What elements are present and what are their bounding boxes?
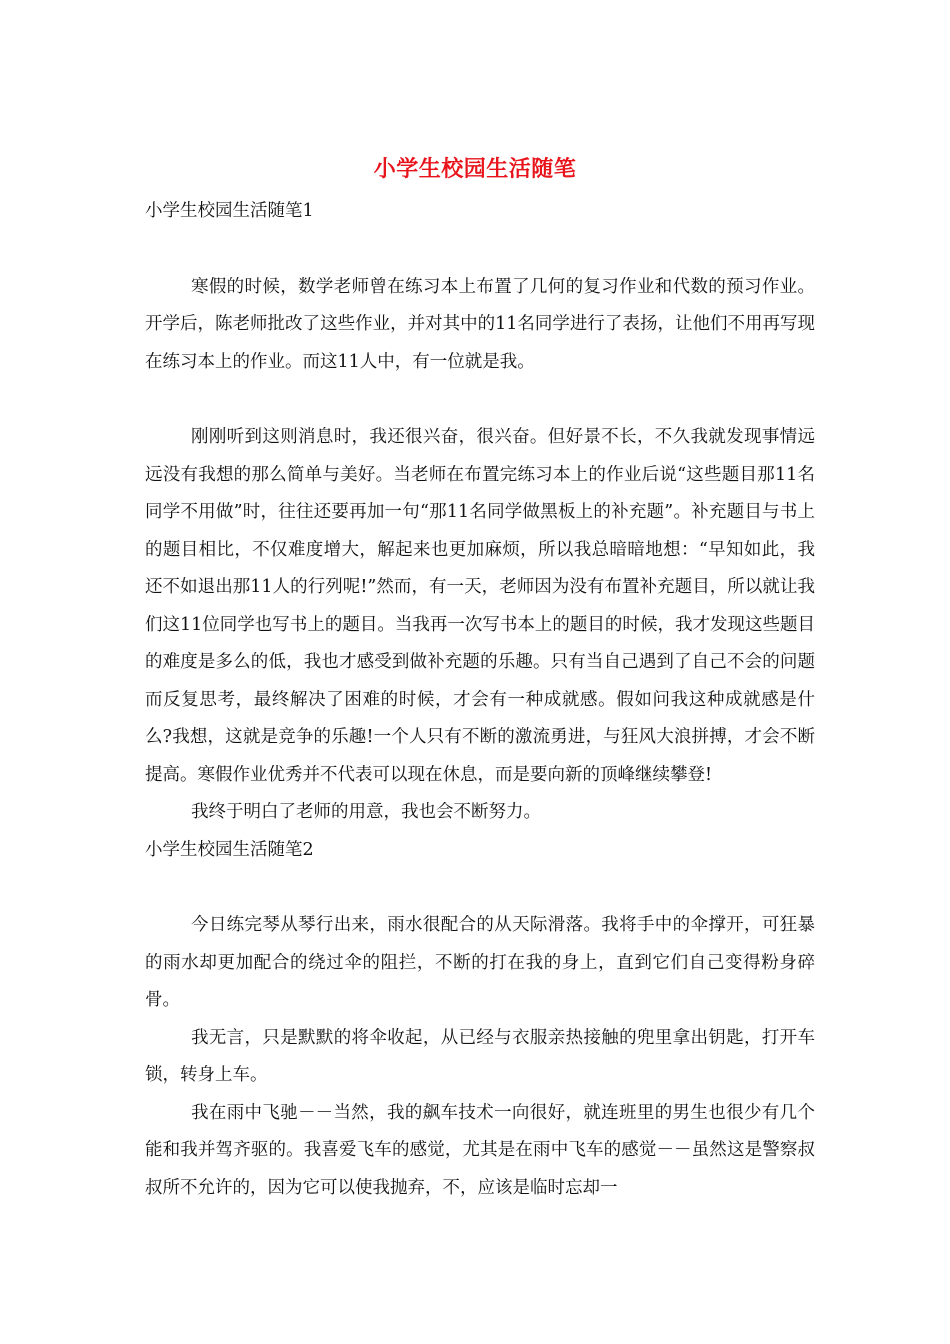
document-title: 小学生校园生活随笔 [373,156,577,182]
paragraph: 寒假的时候，数学老师曾在练习本上布置了几何的复习作业和代数的预习作业。开学后，陈老师批改了这些作业，并对其中的11名同学进行了表扬，让他们不用再写现在练习本上的作业。而这11人中，有一位就是我。 [145,276,815,372]
paragraph: 我无言，只是默默的将伞收起，从已经与衣服亲热接触的兜里拿出钥匙，打开车锁，转身上车。 [145,1027,815,1085]
paragraph: 今日练完琴从琴行出来，雨水很配合的从天际滑落。我将手中的伞撑开，可狂暴的雨水却更加配合的绕过伞的阻拦，不断的打在我的身上，直到它们自己变得粉身碎骨。 [145,915,815,1010]
document-body [145,193,815,1207]
paragraph: 我在雨中飞驰－－当然，我的飙车技术一向很好，就连班里的男生也很少有几个能和我并驾齐驱的。我喜爱飞车的感觉，尤其是在雨中飞车的感觉－－虽然这是警察叔叔所不允许的，因为它可以使我抛弃，不，应该是临时忘却一 [145,1102,815,1198]
section-heading-1: 小学生校园生活随笔1 [145,201,314,221]
paragraph: 我终于明白了老师的用意，我也会不断努力。 [191,802,541,822]
section-heading-2: 小学生校园生活随笔2 [145,839,314,860]
paragraph: 刚刚听到这则消息时，我还很兴奋，很兴奋。但好景不长，不久我就发现事情远远没有我想的那么简单与美好。当老师在布置完练习本上的作业后说“这些题目那11名同学不用做”时，往往还要再加一句“那11名同学做黑板上的补充题”。补充题目与书上的题目相比，不仅难度增大，解起来也更加麻烦，所以我总暗暗地想：“早知如此，我还不如退出那11人的行列呢!”然而，有一天，老师因为没有布置补充题目，所以就让我们这11位同学也写书上的题目。当我再一次写书本上的题目的时候，我才发现这些题目的难度是多么的低，我也才感受到做补充题的乐趣。只有当自己遇到了自己不会的问题而反复思考，最终解决了困难的时候，才会有一种成就感。假如问我这种成就感是什么?我想，这就是竞争的乐趣!一个人只有不断的激流勇进，与狂风大浪拼搏，才会不断提高。寒假作业优秀并不代表可以现在休息，而是要向新的顶峰继续攀登! [145,427,815,785]
